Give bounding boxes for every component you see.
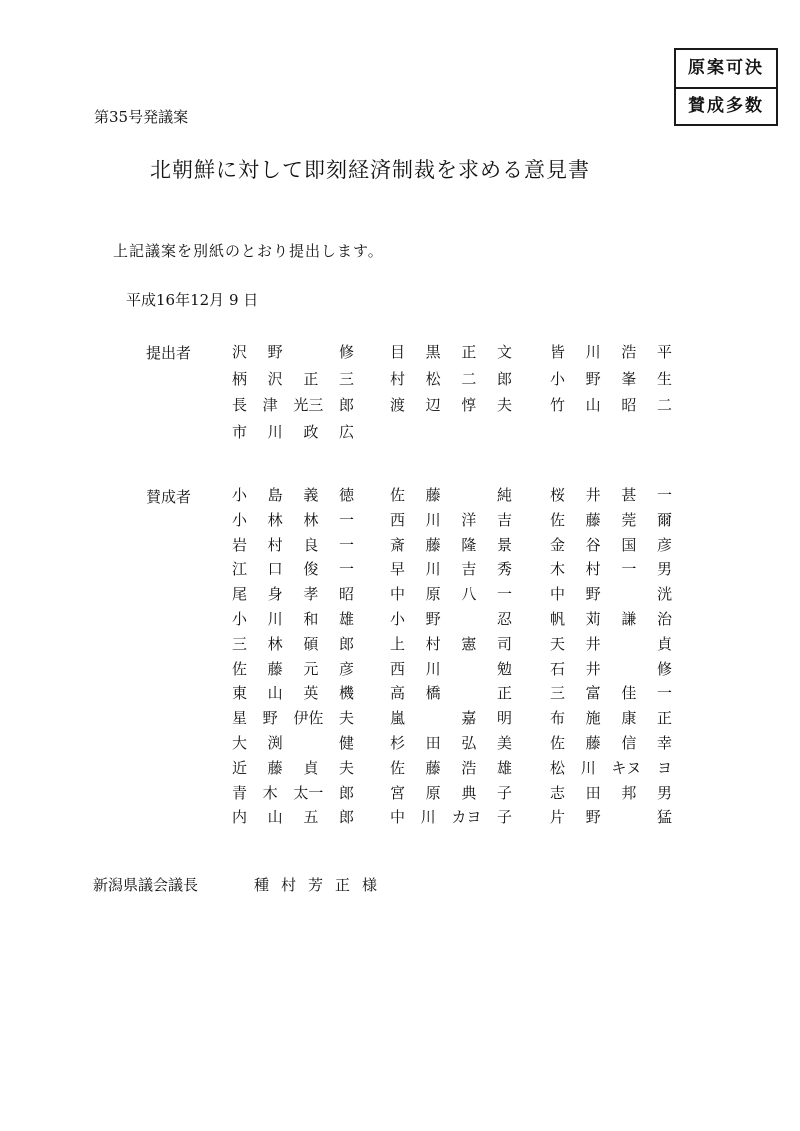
name-character: 林 xyxy=(267,510,283,529)
name-character: 谷 xyxy=(585,535,601,554)
name-character: 昭 xyxy=(338,585,354,604)
name-character: 桜 xyxy=(550,486,566,504)
name-character: 村 xyxy=(390,369,406,388)
name-character: 貞 xyxy=(303,758,319,777)
member-name xyxy=(550,756,672,780)
name-character: 修 xyxy=(338,343,354,361)
name-character: 一 xyxy=(338,510,354,529)
member-name xyxy=(232,756,354,780)
name-character: 広 xyxy=(338,422,354,441)
member-name xyxy=(232,632,354,656)
name-character: 野 xyxy=(425,610,441,628)
name-character: 一 xyxy=(338,560,354,579)
name-character: 明 xyxy=(496,709,512,728)
name-character: 郎 xyxy=(496,369,512,388)
name-character: 洸 xyxy=(656,585,672,604)
name-character: 典 xyxy=(461,783,477,802)
member-name xyxy=(232,393,354,417)
name-character: 甚 xyxy=(621,486,637,504)
name-character: 東 xyxy=(232,684,248,703)
name-character: 佐 xyxy=(550,734,566,752)
name-character: 星 xyxy=(232,709,248,728)
name-character: 政 xyxy=(303,422,319,441)
name-character: 林 xyxy=(303,510,319,529)
member-name xyxy=(390,731,512,755)
member-name xyxy=(232,657,354,681)
name-character: 渡 xyxy=(390,396,406,414)
name-character: 治 xyxy=(656,610,672,628)
name-character: 沢 xyxy=(267,369,283,388)
name-character: 莞 xyxy=(621,510,637,529)
name-character: 八 xyxy=(461,585,477,604)
name-character: 井 xyxy=(585,659,601,678)
name-character: 機 xyxy=(338,684,354,703)
name-character: 川 xyxy=(425,659,441,678)
name-character: 一 xyxy=(338,535,354,554)
name-character: 沢 xyxy=(232,343,248,361)
member-name xyxy=(390,367,512,391)
name-character: 松 xyxy=(425,369,441,388)
name-character: 爾 xyxy=(656,510,672,529)
document-number: 第35号発議案 xyxy=(94,108,189,126)
name-character: 夫 xyxy=(496,396,512,414)
member-name xyxy=(232,420,354,444)
name-character: 近 xyxy=(232,758,248,777)
name-character: 郎 xyxy=(338,783,354,802)
name-character: 彦 xyxy=(656,535,672,554)
name-character: 藤 xyxy=(425,535,441,554)
name-character: 口 xyxy=(267,560,283,579)
name-character: 国 xyxy=(621,535,637,554)
name-character: 川 xyxy=(420,808,436,827)
member-name xyxy=(232,340,354,364)
name-character: 野 xyxy=(585,585,601,604)
name-character: 橋 xyxy=(425,684,441,703)
name-character: 山 xyxy=(585,396,601,414)
name-character: 俊 xyxy=(303,560,319,579)
submission-date: 平成16年12月 9 日 xyxy=(126,291,259,309)
name-character: 市 xyxy=(232,422,248,441)
name-character: 勉 xyxy=(496,659,512,678)
name-character: 藤 xyxy=(267,659,283,678)
name-character: 一 xyxy=(496,585,512,604)
name-character: 和 xyxy=(303,610,319,628)
name-character: 富 xyxy=(585,684,601,703)
member-name xyxy=(390,756,512,780)
name-character: 子 xyxy=(496,808,512,827)
name-character: 秀 xyxy=(496,560,512,579)
name-character: 高 xyxy=(390,684,406,703)
proposers-label: 提出者 xyxy=(146,344,192,362)
name-character: 純 xyxy=(496,486,512,504)
member-name xyxy=(550,582,672,606)
addressee-name: 種村芳正様 xyxy=(254,876,390,894)
name-character: 義 xyxy=(303,486,319,504)
name-character: 辺 xyxy=(425,396,441,414)
name-character: 小 xyxy=(232,486,248,504)
name-character: 夫 xyxy=(338,709,354,728)
name-character: 一 xyxy=(621,560,637,579)
name-character: 西 xyxy=(390,510,406,529)
name-character: 松 xyxy=(550,758,566,777)
name-character: 大 xyxy=(232,734,248,752)
member-name xyxy=(232,681,354,705)
member-name xyxy=(550,533,672,557)
name-character: 正 xyxy=(461,343,477,361)
name-character: 柄 xyxy=(232,369,248,388)
stamp-line-vote: 賛成多数 xyxy=(688,96,764,116)
name-character: 藤 xyxy=(585,510,601,529)
member-name xyxy=(390,805,512,829)
name-character: 男 xyxy=(656,560,672,579)
name-character: 吉 xyxy=(496,510,512,529)
member-name xyxy=(550,805,672,829)
member-name xyxy=(550,706,672,730)
name-character: 中 xyxy=(390,808,406,827)
name-character: 三 xyxy=(550,684,566,703)
name-character: 中 xyxy=(390,585,406,604)
member-name xyxy=(550,483,672,507)
name-character: 雄 xyxy=(338,610,354,628)
name-character: 野 xyxy=(267,343,283,361)
member-name xyxy=(232,367,354,391)
supporters-label: 賛成者 xyxy=(146,488,192,506)
member-name xyxy=(232,483,354,507)
name-character: 憲 xyxy=(461,634,477,653)
member-name xyxy=(550,681,672,705)
name-character: 貞 xyxy=(656,634,672,653)
name-character: 二 xyxy=(656,396,672,414)
name-character: 吉 xyxy=(461,560,477,579)
name-character: 藤 xyxy=(425,486,441,504)
name-character: 弘 xyxy=(461,734,477,752)
name-character: 竹 xyxy=(550,396,566,414)
name-character: 田 xyxy=(585,783,601,802)
name-character: 男 xyxy=(656,783,672,802)
name-character: 田 xyxy=(425,734,441,752)
member-name xyxy=(550,731,672,755)
member-name xyxy=(232,582,354,606)
name-character: 長 xyxy=(232,396,248,414)
member-name xyxy=(390,340,512,364)
name-character: 川 xyxy=(585,343,601,361)
member-name xyxy=(232,731,354,755)
name-character: 野 xyxy=(585,369,601,388)
name-character: 野 xyxy=(262,709,278,728)
name-character: 村 xyxy=(585,560,601,579)
name-character: 浩 xyxy=(621,343,637,361)
name-character: 三 xyxy=(338,369,354,388)
name-character: 元 xyxy=(303,659,319,678)
name-character: 一 xyxy=(656,486,672,504)
name-character: 徳 xyxy=(338,486,354,504)
approval-stamp xyxy=(674,48,778,126)
name-character: 一 xyxy=(656,684,672,703)
name-character: 良 xyxy=(303,535,319,554)
name-character: 夫 xyxy=(338,758,354,777)
name-character: 西 xyxy=(390,659,406,678)
name-character: 小 xyxy=(390,610,406,628)
member-name xyxy=(232,805,354,829)
name-character: 小 xyxy=(232,510,248,529)
name-character: 景 xyxy=(496,535,512,554)
name-character: 佐 xyxy=(550,510,566,529)
member-name xyxy=(390,483,512,507)
name-character: 邦 xyxy=(621,783,637,802)
name-character: 正 xyxy=(656,709,672,728)
name-character: 謙 xyxy=(621,610,637,628)
name-character: 木 xyxy=(550,560,566,579)
name-character: 嵐 xyxy=(390,709,406,728)
name-character: 浩 xyxy=(461,758,477,777)
name-character: 川 xyxy=(425,510,441,529)
name-character: 岩 xyxy=(232,535,248,554)
name-character: 碩 xyxy=(303,634,319,653)
name-character: 村 xyxy=(425,634,441,653)
member-name xyxy=(390,657,512,681)
member-name xyxy=(550,340,672,364)
name-character: 佐 xyxy=(390,486,406,504)
name-character: 片 xyxy=(550,808,566,827)
name-character: 江 xyxy=(232,560,248,579)
member-name xyxy=(232,781,354,805)
name-character: 川 xyxy=(267,610,283,628)
name-character: 林 xyxy=(267,634,283,653)
name-character: 司 xyxy=(496,634,512,653)
member-name xyxy=(390,557,512,581)
name-character: 郎 xyxy=(338,396,354,414)
name-character: 健 xyxy=(338,734,354,752)
name-character: 佐 xyxy=(232,659,248,678)
name-character: 山 xyxy=(267,684,283,703)
name-character: 伊佐 xyxy=(293,709,324,728)
name-character: 藤 xyxy=(267,758,283,777)
name-character: 藤 xyxy=(585,734,601,752)
name-character: 孝 xyxy=(303,585,319,604)
member-name xyxy=(390,706,512,730)
name-character: 郎 xyxy=(338,634,354,653)
name-character: 生 xyxy=(656,369,672,388)
name-character: 内 xyxy=(232,808,248,827)
name-character: 目 xyxy=(390,343,406,361)
name-character: 英 xyxy=(303,684,319,703)
name-character: 太一 xyxy=(293,783,324,802)
name-character: 青 xyxy=(232,783,248,802)
name-character: 島 xyxy=(267,486,283,504)
name-character: 郎 xyxy=(338,808,354,827)
member-name xyxy=(390,508,512,532)
name-character: 川 xyxy=(425,560,441,579)
member-name xyxy=(232,607,354,631)
name-character: 小 xyxy=(550,369,566,388)
member-name xyxy=(390,582,512,606)
name-character: 布 xyxy=(550,709,566,728)
name-character: 佐 xyxy=(390,758,406,777)
name-character: 上 xyxy=(390,634,406,653)
name-character: 津 xyxy=(262,396,278,414)
name-character: 川 xyxy=(267,422,283,441)
name-character: 斎 xyxy=(390,535,406,554)
name-character: 惇 xyxy=(461,396,477,414)
member-name xyxy=(550,607,672,631)
name-character: 村 xyxy=(267,535,283,554)
name-character: 二 xyxy=(461,369,477,388)
member-name xyxy=(550,508,672,532)
name-character: 子 xyxy=(496,783,512,802)
member-name xyxy=(550,557,672,581)
name-character: 隆 xyxy=(461,535,477,554)
name-character: 身 xyxy=(267,585,283,604)
addressee-title: 新潟県議会議長 xyxy=(93,876,199,894)
name-character: 昭 xyxy=(621,396,637,414)
member-name xyxy=(390,632,512,656)
member-name xyxy=(232,508,354,532)
name-character: 志 xyxy=(550,783,566,802)
member-name xyxy=(550,632,672,656)
name-character: 幸 xyxy=(656,734,672,752)
name-character: 平 xyxy=(656,343,672,361)
name-character: 原 xyxy=(425,585,441,604)
name-character: 早 xyxy=(390,560,406,579)
name-character: 修 xyxy=(656,659,672,678)
name-character: 金 xyxy=(550,535,566,554)
name-character: 三 xyxy=(232,634,248,653)
name-character: 正 xyxy=(303,369,319,388)
name-character: 猛 xyxy=(656,808,672,827)
name-character: 宮 xyxy=(390,783,406,802)
name-character: 峯 xyxy=(621,369,637,388)
member-name xyxy=(550,657,672,681)
member-name xyxy=(232,533,354,557)
member-name xyxy=(550,781,672,805)
name-character: 五 xyxy=(303,808,319,827)
name-character: 苅 xyxy=(585,610,601,628)
member-name xyxy=(390,393,512,417)
name-character: 井 xyxy=(585,634,601,653)
member-name xyxy=(232,706,354,730)
name-character: 忍 xyxy=(496,610,512,628)
name-character: 美 xyxy=(496,734,512,752)
name-character: 杉 xyxy=(390,734,406,752)
name-character: 帆 xyxy=(550,610,566,628)
name-character: 光三 xyxy=(293,396,324,414)
document-title: 北朝鮮に対して即刻経済制裁を求める意見書 xyxy=(150,158,590,182)
name-character: 天 xyxy=(550,634,566,653)
name-character: 井 xyxy=(585,486,601,504)
name-character: 黒 xyxy=(425,343,441,361)
member-name xyxy=(550,367,672,391)
name-character: 洋 xyxy=(461,510,477,529)
name-character: 小 xyxy=(232,610,248,628)
name-character: 中 xyxy=(550,585,566,604)
member-name xyxy=(390,533,512,557)
name-character: キヌ xyxy=(611,758,642,777)
name-character: 文 xyxy=(496,343,512,361)
name-character: 渕 xyxy=(267,734,283,752)
name-character: 石 xyxy=(550,659,566,678)
stamp-line-result: 原案可決 xyxy=(676,50,776,89)
name-character: 雄 xyxy=(496,758,512,777)
name-character: 正 xyxy=(496,684,512,703)
member-name xyxy=(232,557,354,581)
name-character: 尾 xyxy=(232,585,248,604)
name-character: ヨ xyxy=(656,758,672,777)
name-character: 施 xyxy=(585,709,601,728)
name-character: 信 xyxy=(621,734,637,752)
member-name xyxy=(550,393,672,417)
name-character: カヨ xyxy=(451,808,482,827)
name-character: 野 xyxy=(585,808,601,827)
name-character: 皆 xyxy=(550,343,566,361)
name-character: 彦 xyxy=(338,659,354,678)
member-name xyxy=(390,781,512,805)
name-character: 木 xyxy=(262,783,278,802)
member-name xyxy=(390,607,512,631)
submission-statement: 上記議案を別紙のとおり提出します。 xyxy=(113,242,384,260)
member-name xyxy=(390,681,512,705)
name-character: 原 xyxy=(425,783,441,802)
name-character: 藤 xyxy=(425,758,441,777)
name-character: 嘉 xyxy=(461,709,477,728)
name-character: 川 xyxy=(580,758,596,777)
name-character: 康 xyxy=(621,709,637,728)
name-character: 佳 xyxy=(621,684,637,703)
name-character: 山 xyxy=(267,808,283,827)
